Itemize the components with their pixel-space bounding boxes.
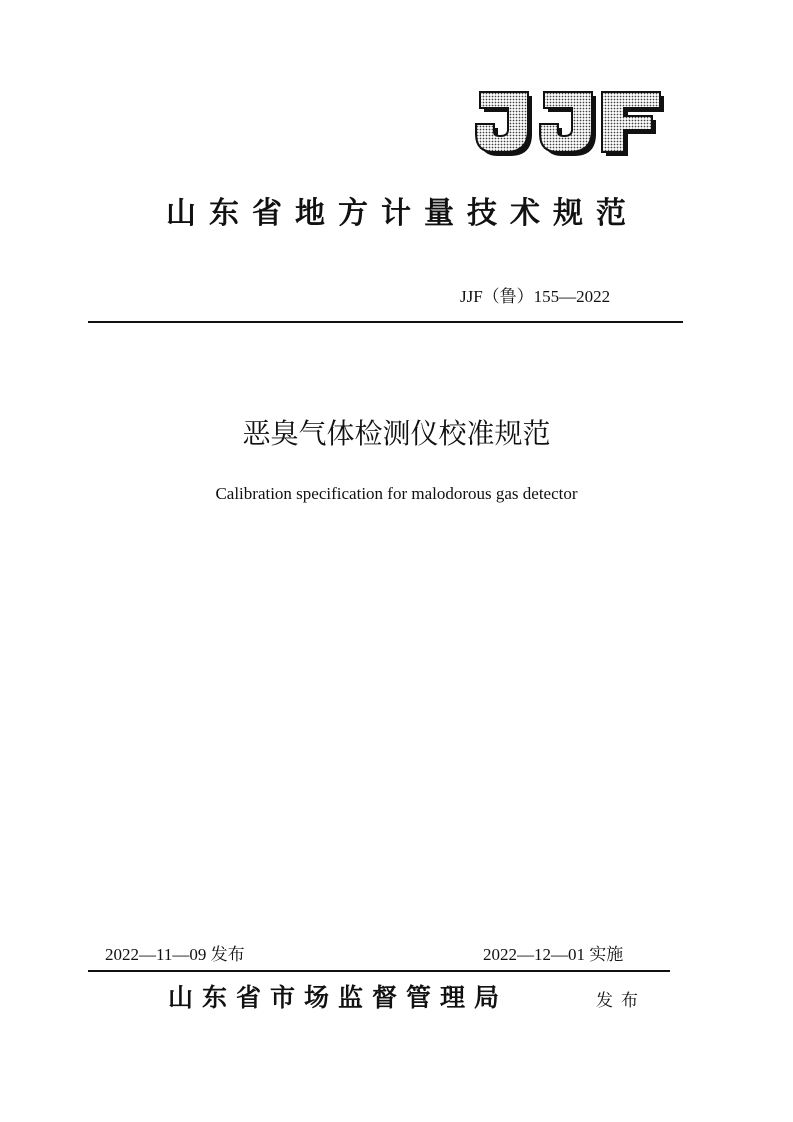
logo-letter-j2 (540, 92, 596, 156)
issuing-authority-header: 山东省地方计量技术规范 (166, 196, 639, 231)
publish-label: 发布 (596, 991, 646, 1011)
document-title-english: Calibration specification for malodorous gas detector (215, 484, 578, 503)
bottom-divider (88, 970, 670, 972)
publisher-name: 山东省市场监督管理局 (168, 983, 509, 1012)
standard-number: JJF（鲁）155—2022 (460, 287, 611, 306)
issue-date: 2022—11—09 发布 (105, 945, 245, 964)
jjf-logo (470, 86, 666, 158)
document-title-chinese: 恶臭气体检测仪校准规范 (242, 417, 551, 450)
logo-letter-f (602, 92, 664, 156)
top-divider (88, 321, 683, 323)
logo-letter-j1 (476, 92, 532, 156)
implementation-date: 2022—12—01 实施 (483, 945, 624, 964)
